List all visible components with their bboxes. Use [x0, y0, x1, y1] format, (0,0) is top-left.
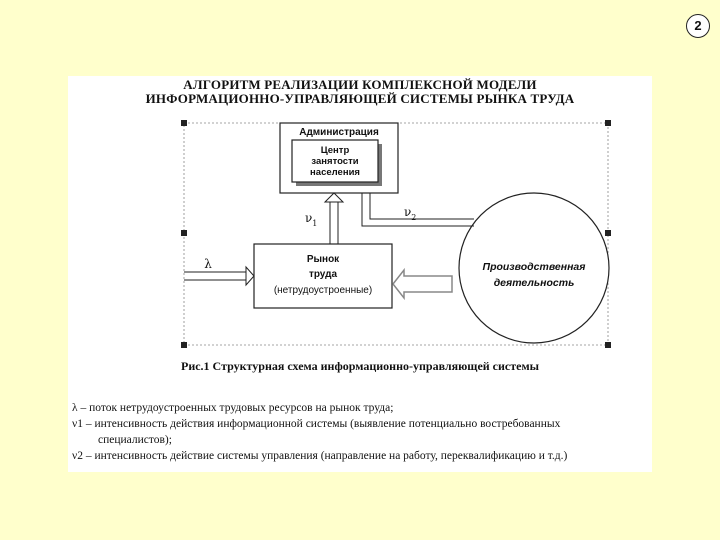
production-to-market-arrow — [393, 270, 452, 298]
administration-label: Администрация — [299, 127, 379, 138]
nu2-line-inner — [370, 193, 474, 219]
market-label-line-3: (нетрудоустроенные) — [273, 285, 373, 296]
production-label-line-1: Производственная — [482, 261, 586, 273]
market-label-line-1: Рынок — [306, 254, 340, 265]
nu1-arrow-head — [325, 193, 343, 202]
legend-nu1-continued: специалистов); — [98, 434, 172, 446]
legend — [72, 400, 650, 464]
nu1-label: $\nu_1$ — [305, 211, 318, 228]
nu2-label: $\nu_2$ — [404, 205, 417, 222]
corner-marker — [181, 230, 187, 236]
corner-marker — [605, 230, 611, 236]
nu2-line-outer — [362, 193, 474, 226]
production-label-line-2: деятельность — [493, 277, 575, 289]
center-label-line-3: населения — [310, 167, 360, 178]
slide-number: 2 — [686, 14, 710, 38]
center-label-line-2: занятости — [311, 156, 359, 167]
corner-marker — [181, 342, 187, 348]
legend-nu2: ν2 – интенсивность действие системы управления (направление на работу, переквалификацию и т.д.) — [72, 450, 568, 462]
market-label-line-2: труда — [308, 269, 338, 280]
title-line-1: АЛГОРИТМ РЕАЛИЗАЦИИ КОМПЛЕКСНОЙ МОДЕЛИ — [183, 77, 537, 92]
legend-lambda: λ – поток нетрудоустроенных трудовых ресурсов на рынок труда; — [72, 402, 394, 414]
figure — [68, 76, 652, 472]
figure-caption: Рис.1 Структурная схема информационно-управляющей системы — [180, 359, 540, 373]
corner-marker — [605, 342, 611, 348]
title-line-2: ИНФОРМАЦИОННО-УПРАВЛЯЮЩЕЙ СИСТЕМЫ РЫНКА ТРУДА — [145, 91, 575, 106]
corner-marker — [605, 120, 611, 126]
structural-diagram — [68, 76, 652, 366]
center-label-line-1: Центр — [320, 145, 350, 156]
legend-nu1: ν1 – интенсивность действия информационной системы (выявление потенциально востребованных — [72, 418, 561, 430]
lambda-arrow-head — [246, 267, 254, 285]
lambda-label: λ — [204, 257, 212, 271]
corner-marker — [181, 120, 187, 126]
